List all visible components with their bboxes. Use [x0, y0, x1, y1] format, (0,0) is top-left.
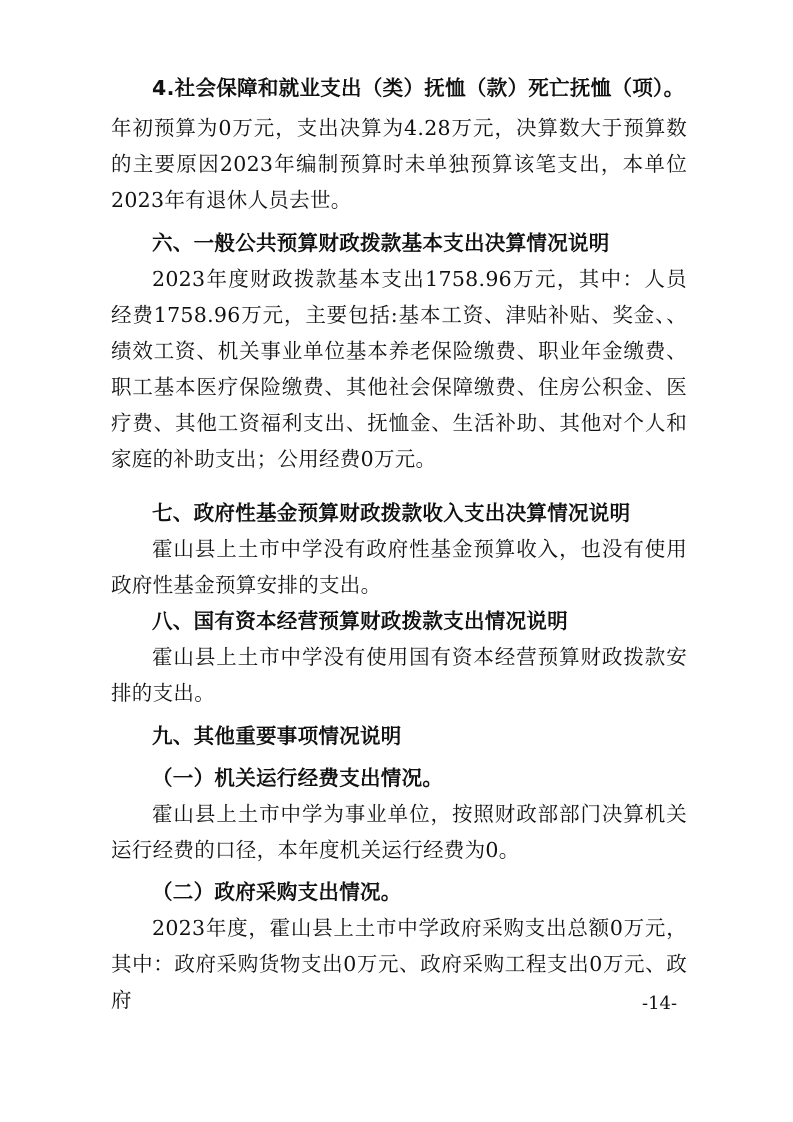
paragraph-operating-expenses: 霍山县上土市中学为事业单位，按照财政部部门决算机关运行经费的口径，本年度机关运行经费为0。 — [111, 802, 687, 862]
paragraph-basic-expenditure: 2023年度财政拨款基本支出1758.96万元，其中：人员经费1758.96万元，主要包括:基本工资、津贴补贴、奖金、、绩效工资、机关事业单位基本养老保险缴费、职业年金缴费、职工基本医疗保险缴费、其他社会保障缴费、住房公积金、医疗费、其他工资福利支出、抚恤金、生活补助、其他对个人和家庭的补助支出；公用经费0万元。 — [111, 267, 687, 471]
heading-operating-expenses: （一）机关运行经费支出情况。 — [152, 766, 444, 790]
paragraph-social-security-pension: 年初预算为0万元，支出决算为4.28万元，决算数大于预算数的主要原因2023年编制预算时未单独预算该笔支出，本单位2023年有退休人员去世。 — [111, 116, 687, 212]
heading-social-security-pension: 4.社会保障和就业支出（类）抚恤（款）死亡抚恤（项）。 — [152, 76, 685, 100]
heading-other-matters: 九、其他重要事项情况说明 — [152, 724, 402, 748]
page-number: -14- — [642, 993, 678, 1014]
heading-procurement: （二）政府采购支出情况。 — [152, 880, 402, 904]
heading-state-capital: 八、国有资本经营预算财政拨款支出情况说明 — [152, 609, 568, 633]
heading-government-fund: 七、政府性基金预算财政拨款收入支出决算情况说明 — [152, 501, 631, 525]
paragraph-state-capital: 霍山县上土市中学没有使用国有资本经营预算财政拨款安排的支出。 — [111, 645, 687, 705]
paragraph-government-fund: 霍山县上土市中学没有政府性基金预算收入，也没有使用政府性基金预算安排的支出。 — [111, 537, 687, 597]
paragraph-procurement: 2023年度，霍山县上土市中学政府采购支出总额0万元，其中：政府采购货物支出0万元、政府采购工程支出0万元、政府 — [111, 916, 687, 1012]
heading-basic-expenditure: 六、一般公共预算财政拨款基本支出决算情况说明 — [152, 231, 610, 255]
